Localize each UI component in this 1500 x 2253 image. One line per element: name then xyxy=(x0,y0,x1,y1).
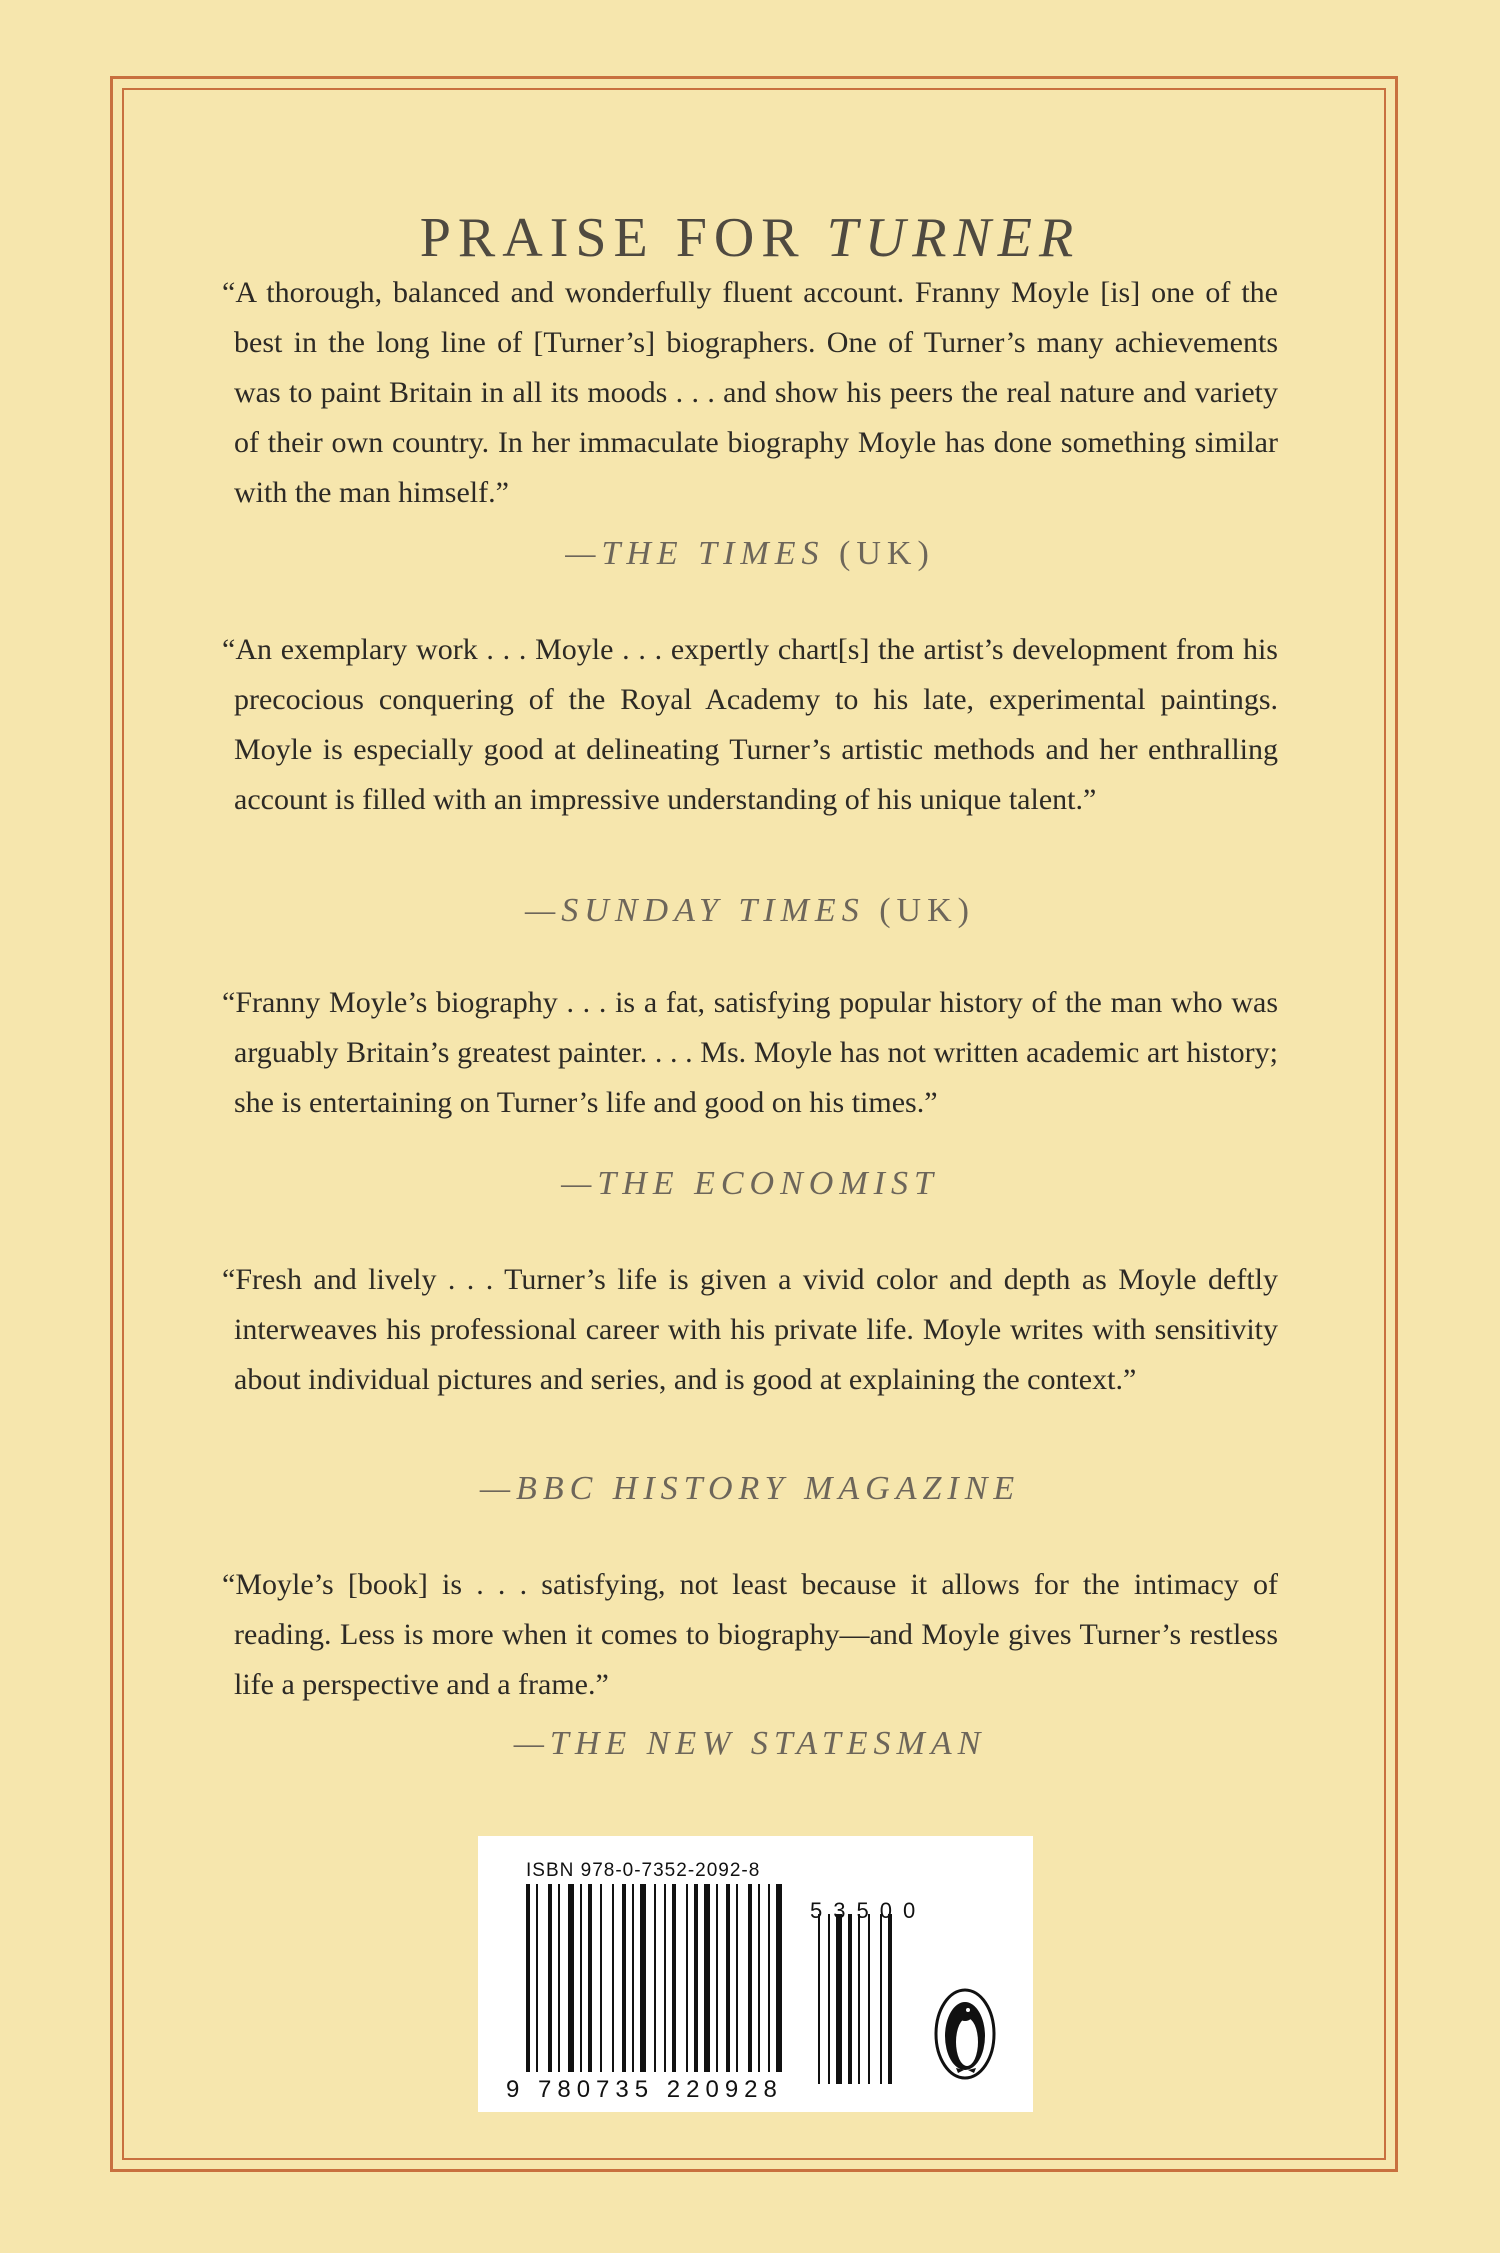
price-code: 53500 xyxy=(810,1898,927,1923)
heading-prefix: PRAISE FOR xyxy=(419,206,806,269)
barcode-bar xyxy=(704,1884,710,2072)
barcode-bar xyxy=(888,1914,892,2084)
barcode-bar xyxy=(768,1884,770,2072)
barcode-bar xyxy=(654,1884,656,2072)
barcode-bar xyxy=(836,1914,842,2084)
barcode-bar xyxy=(632,1884,634,2072)
barcode-bar xyxy=(726,1884,730,2072)
review-source-2 xyxy=(0,892,1500,930)
barcode-panel xyxy=(478,1836,1033,2112)
review-text: “Moyle’s [book] is . . . satisfying, not least because it allows for the intimacy of reading. Less is more when it comes to biography—and Moyle gives Turner’s restless life a perspective and a frame.” xyxy=(222,1568,1278,1701)
review-source-name: —BBC HISTORY MAGAZINE xyxy=(479,1470,1021,1507)
barcode-bar xyxy=(686,1884,688,2072)
barcode-bar xyxy=(672,1884,676,2072)
barcode-bar xyxy=(694,1884,698,2072)
review-source-5 xyxy=(0,1725,1500,1763)
review-quote-2 xyxy=(222,625,1278,825)
review-text: “A thorough, balanced and wonderfully fluent account. Franny Moyle [is] one of the best in the long line of [Turner’s] biographers. One of Turner’s many achievements was to paint Britain in all its moods . . . and show his peers the real nature and variety of their own country. In her immaculate biography Moyle has done something similar with the man himself.” xyxy=(222,276,1278,509)
barcode-bar xyxy=(868,1914,870,2084)
review-source-name: —SUNDAY TIMES xyxy=(525,892,865,929)
barcode-bar xyxy=(558,1884,560,2072)
review-text: “Franny Moyle’s biography . . . is a fat, satisfying popular history of the man who was arguably Britain’s greatest painter. . . . Ms. Moyle has not written academic art history; she is entertaining on Turner’s life and good on his times.” xyxy=(222,986,1278,1119)
review-quote-4 xyxy=(222,1255,1278,1405)
heading-book-title: TURNER xyxy=(826,206,1081,269)
barcode-bar xyxy=(622,1884,626,2072)
review-source-3 xyxy=(0,1165,1500,1203)
barcode-bar xyxy=(568,1884,574,2072)
barcode-bar xyxy=(848,1914,852,2084)
barcode-bar xyxy=(716,1884,718,2072)
ean-digits: 9 780735 220928 xyxy=(506,2076,783,2103)
barcode-bar xyxy=(776,1884,782,2072)
barcode-bar xyxy=(736,1884,738,2072)
review-quote-5 xyxy=(222,1560,1278,1710)
page-heading xyxy=(0,206,1500,270)
barcode-bar xyxy=(580,1884,582,2072)
barcode-bar xyxy=(612,1884,614,2072)
penguin-logo-icon xyxy=(934,1988,996,2080)
barcode-bar xyxy=(748,1884,752,2072)
barcode-bar xyxy=(858,1914,860,2084)
barcode-bar xyxy=(548,1884,552,2072)
review-source-name: —THE NEW STATESMAN xyxy=(513,1725,987,1762)
barcode-bar xyxy=(818,1914,820,2084)
review-source-name: —THE TIMES xyxy=(565,535,825,572)
barcode-bar xyxy=(526,1884,530,2072)
review-text: “An exemplary work . . . Moyle . . . expertly chart[s] the artist’s development from his precocious conquering of the Royal Academy to his late, experimental paintings. Moyle is especially good at delineating Turner’s artistic methods and her enthralling account is filled with an impressive understanding of his unique talent.” xyxy=(222,633,1278,816)
barcode-bar xyxy=(640,1884,646,2072)
review-source-4 xyxy=(0,1470,1500,1508)
review-source-region: (UK) xyxy=(879,892,975,929)
review-source-region: (UK) xyxy=(839,535,935,572)
barcode-bar xyxy=(758,1884,760,2072)
isbn-label: ISBN 978-0-7352-2092-8 xyxy=(526,1860,761,1881)
review-text: “Fresh and lively . . . Turner’s life is given a vivid color and depth as Moyle deftly interweaves his professional career with his private life. Moyle writes with sensitivity about individual pictures and series, and is good at explaining the context.” xyxy=(222,1263,1278,1396)
review-quote-1 xyxy=(222,268,1278,518)
review-source-name: —THE ECONOMIST xyxy=(561,1165,939,1202)
review-source-1 xyxy=(0,535,1500,573)
barcode-bar xyxy=(664,1884,666,2072)
review-quote-3 xyxy=(222,978,1278,1128)
barcode-bar xyxy=(880,1914,882,2084)
barcode-bar xyxy=(828,1914,830,2084)
barcode-bar xyxy=(588,1884,592,2072)
barcode-bar xyxy=(600,1884,602,2072)
barcode-bar xyxy=(536,1884,538,2072)
